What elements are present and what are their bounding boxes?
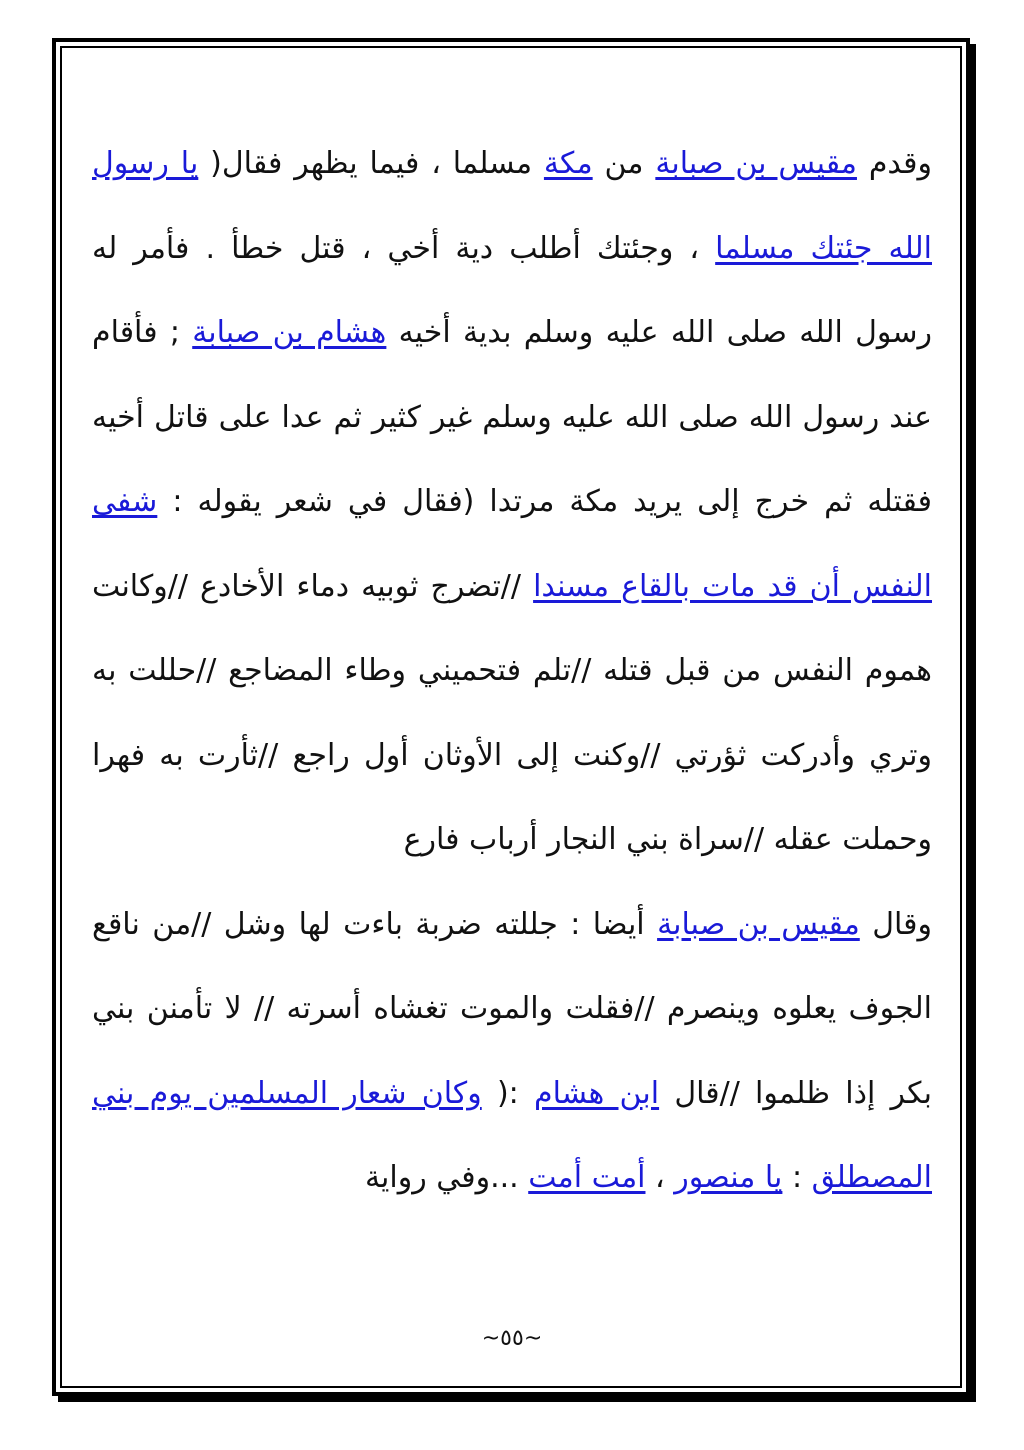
text-run: :( bbox=[481, 1075, 535, 1111]
text-run: وقال bbox=[859, 906, 932, 942]
text-run: ، وجئتك أطلب دية أخي ، قتل خطأ . فأمر له رسول الله صلى الله عليه وسلم بدية أخيه bbox=[92, 230, 932, 350]
hyperlink[interactable]: مقيس بن صبابة bbox=[657, 906, 860, 942]
text-run: من bbox=[592, 146, 656, 181]
text-run: ...وفي رواية bbox=[364, 1160, 529, 1195]
page-number: ~٥٥~ bbox=[481, 1326, 543, 1351]
hyperlink[interactable]: أمت أمت bbox=[528, 1160, 646, 1195]
text-run: مسلما ، فيما يظهر فقال( bbox=[198, 146, 544, 181]
hyperlink[interactable]: مكة bbox=[543, 146, 593, 181]
text-run: //تضرج ثوبيه دماء الأخادع //وكانت هموم النفس من قبل قتله //تلم فتحميني وطاء المضاجع //حللت به وتري وأدركت ثؤرتي //وكنت إلى الأوثان أول راجع //ثأرت به فهرا وحملت عقله //سراة بني النجار أرباب فارع bbox=[92, 568, 932, 857]
text-run: ; فأقام عند رسول الله صلى الله عليه وسلم غير كثير ثم عدا على قاتل أخيه فقتله ثم خرج إلى يريد مكة مرتدا (فقال في شعر يقوله : bbox=[92, 315, 932, 519]
text-run: وقدم bbox=[856, 146, 932, 181]
text-run: ، bbox=[645, 1160, 675, 1195]
hyperlink[interactable]: يا منصور bbox=[674, 1160, 783, 1195]
hyperlink[interactable]: شفى النفس أن قد مات بالقاع مسندا bbox=[92, 484, 932, 604]
paragraph bbox=[92, 122, 932, 883]
hyperlink[interactable]: وكان شعار المسلمين يوم بني المصطلق bbox=[92, 1075, 932, 1195]
paragraph bbox=[92, 883, 932, 1221]
hyperlink[interactable]: يا رسول الله جئتك مسلما bbox=[92, 146, 932, 266]
hyperlink[interactable]: مقيس بن صبابة bbox=[655, 146, 857, 181]
hyperlink[interactable]: هشام بن صبابة bbox=[192, 315, 387, 350]
hyperlink[interactable]: ابن هشام bbox=[534, 1075, 660, 1111]
text-run: أيضا : جللته ضربة باءت لها وشل //من ناقع الجوف يعلوه وينصرم //فقلت والموت تغشاه أسرته // لا تأمنن بني بكر إذا ظلموا //قال bbox=[92, 906, 933, 1111]
text-run: : bbox=[782, 1160, 812, 1195]
document-body bbox=[92, 122, 932, 1221]
